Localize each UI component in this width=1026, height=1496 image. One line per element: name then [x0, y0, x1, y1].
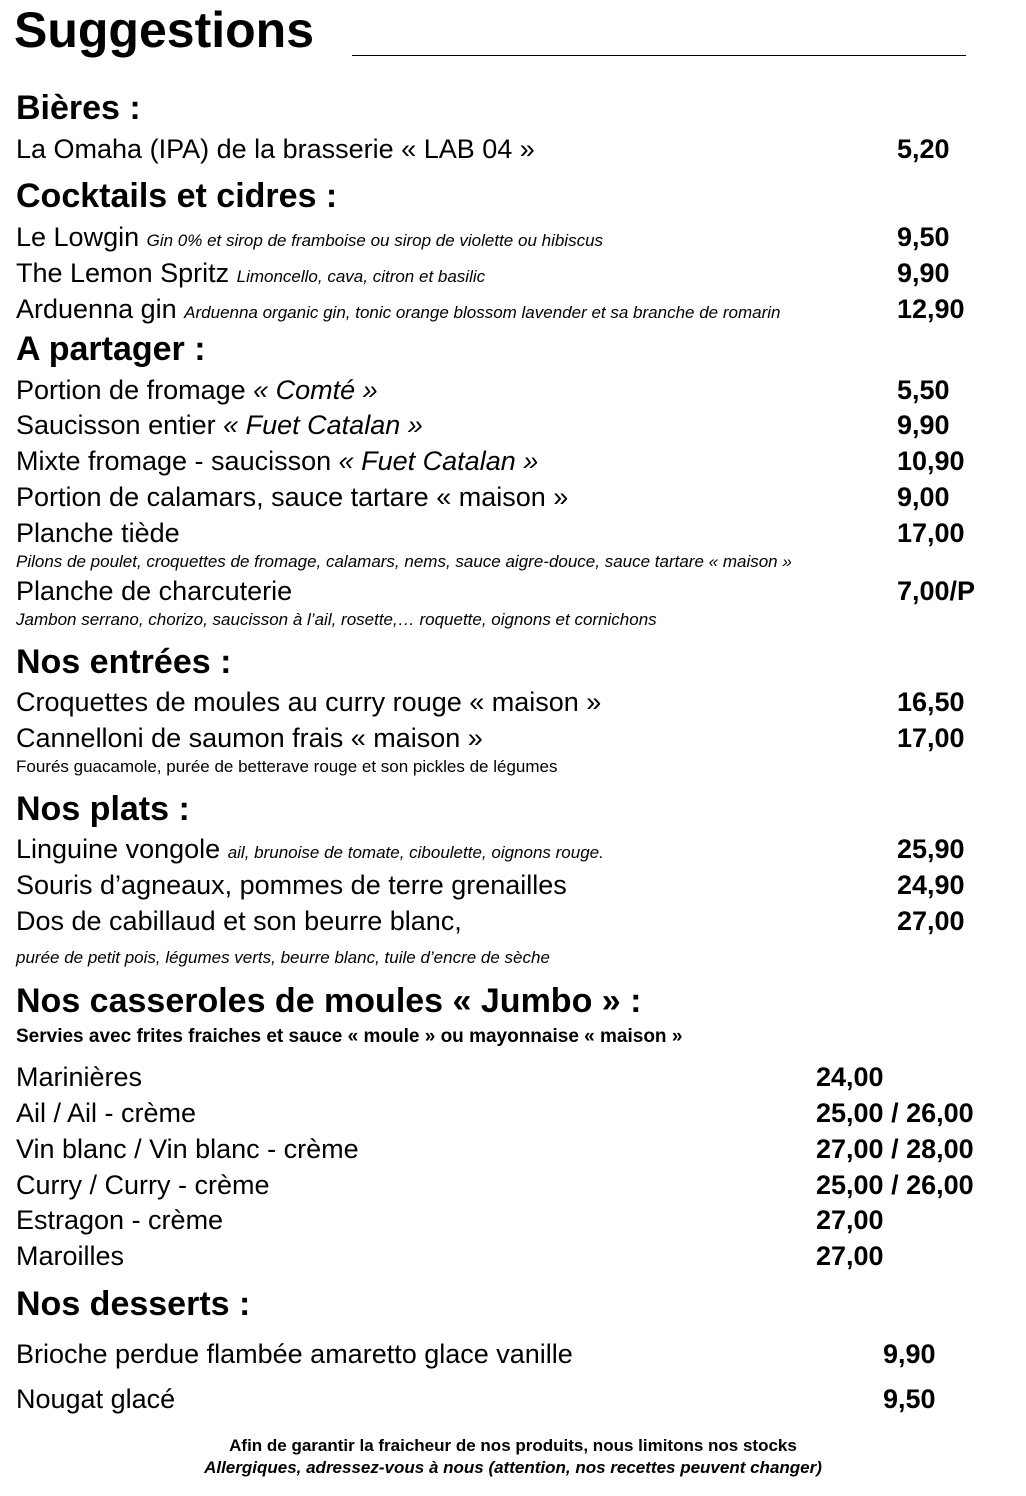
menu-item-description: ail, brunoise de tomate, ciboulette, oignons rouge. — [227, 843, 604, 862]
menu-item-variety: « Fuet Catalan » — [338, 446, 539, 476]
menu-item-variety: « Comté » — [253, 375, 378, 405]
menu-item — [16, 444, 538, 478]
section-heading-entrees: Nos entrées : — [16, 643, 232, 681]
menu-item-price: 12,90 — [897, 294, 965, 324]
menu-item-name: Le Lowgin — [16, 222, 140, 252]
menu-item-name: Curry / Curry - crème — [16, 1170, 270, 1200]
menu-item-description: Arduenna organic gin, tonic orange blossom lavender et sa branche de romarin — [184, 303, 781, 322]
menu-item-name: La Omaha (IPA) de la brasserie « LAB 04 » — [16, 134, 535, 164]
menu-item-price: 9,50 — [897, 222, 950, 252]
menu-item — [16, 220, 603, 258]
menu-item-name: Estragon - crème — [16, 1205, 224, 1235]
menu-item-price: 9,90 — [883, 1339, 936, 1369]
menu-item-variety: « Fuet Catalan » — [223, 410, 423, 440]
menu-item-name: Planche tiède — [16, 518, 180, 548]
menu-item-price: 9,50 — [883, 1384, 936, 1414]
menu-item-name: Marinières — [16, 1062, 143, 1092]
menu-item-price: 10,90 — [897, 446, 965, 476]
menu-item-note: Fourés guacamole, purée de betterave rouge et son pickles de légumes — [16, 757, 558, 776]
menu-item-price: 27,00 — [897, 906, 965, 936]
menu-item-name: Planche de charcuterie — [16, 576, 293, 606]
section-heading-plats: Nos plats : — [16, 790, 190, 828]
menu-item-name: Linguine vongole — [16, 834, 221, 864]
menu-item — [16, 292, 780, 330]
menu-item — [16, 832, 604, 870]
menu-item-price: 25,90 — [897, 834, 965, 864]
menu-item-price: 9,90 — [897, 258, 950, 288]
menu-item-name: Maroilles — [16, 1241, 125, 1271]
menu-item-price: 9,00 — [897, 482, 950, 512]
menu-item-price: 27,00 — [816, 1241, 884, 1271]
menu-item-price: 25,00 / 26,00 — [816, 1170, 974, 1200]
menu-item-price: 24,00 — [816, 1062, 884, 1092]
menu-item-name: Dos de cabillaud et son beurre blanc, — [16, 906, 462, 936]
menu-item-price: 27,00 — [816, 1205, 884, 1235]
section-heading-bieres: Bières : — [16, 89, 141, 127]
menu-item-note: Jambon serrano, chorizo, saucisson à l’ail, rosette,… roquette, oignons et cornichons — [16, 610, 657, 629]
menu-item-name: Nougat glacé — [16, 1384, 176, 1414]
menu-item-price: 5,50 — [897, 375, 950, 405]
page-title: Suggestions — [14, 2, 315, 58]
menu-item-name: Saucisson entier — [16, 410, 224, 440]
section-heading-desserts: Nos desserts : — [16, 1285, 251, 1323]
menu-item-name: Croquettes de moules au curry rouge « maison » — [16, 687, 602, 717]
section-subtitle: Servies avec frites fraiches et sauce « moule » ou mayonnaise « maison » — [16, 1026, 683, 1047]
menu-item-name: Mixte fromage - saucisson — [16, 446, 339, 476]
section-heading-cocktails: Cocktails et cidres : — [16, 177, 338, 215]
menu-item-name: Ail / Ail - crème — [16, 1098, 197, 1128]
footer-stock-note: Afin de garantir la fraicheur de nos produits, nous limitons nos stocks — [229, 1436, 797, 1455]
menu-item-price: 5,20 — [897, 134, 950, 164]
menu-item-note: purée de petit pois, légumes verts, beurre blanc, tuile d’encre de sèche — [16, 948, 550, 967]
menu-item-price: 17,00 — [897, 518, 965, 548]
section-heading-partager: A partager : — [16, 330, 206, 368]
menu-item-name: Souris d’agneaux, pommes de terre grenailles — [16, 870, 567, 900]
menu-item-name: Portion de calamars, sauce tartare « maison » — [16, 482, 569, 512]
footer-allergy-note: Allergiques, adressez-vous à nous (attention, nos recettes peuvent changer) — [204, 1458, 822, 1477]
menu-item-name: Portion de fromage — [16, 375, 254, 405]
menu-item-price: 9,90 — [897, 410, 950, 440]
menu-item — [16, 256, 485, 294]
menu-item-name: The Lemon Spritz — [16, 258, 230, 288]
section-heading-moules: Nos casseroles de moules « Jumbo » : — [16, 982, 642, 1020]
menu-item-name: Vin blanc / Vin blanc - crème — [16, 1134, 359, 1164]
menu-item-price: 16,50 — [897, 687, 965, 717]
menu-item-name: Brioche perdue flambée amaretto glace vanille — [16, 1339, 573, 1369]
menu-item-price: 25,00 / 26,00 — [816, 1098, 974, 1128]
menu-item-description: Gin 0% et sirop de framboise ou sirop de violette ou hibiscus — [146, 231, 604, 250]
menu-item-name: Cannelloni de saumon frais « maison » — [16, 723, 483, 753]
menu-item-price: 27,00 / 28,00 — [816, 1134, 974, 1164]
menu-item-price: 17,00 — [897, 723, 965, 753]
menu-item-description: Limoncello, cava, citron et basilic — [236, 267, 486, 286]
menu-item-name: Arduenna gin — [16, 294, 177, 324]
menu-item — [16, 373, 378, 407]
menu-item-price: 24,90 — [897, 870, 965, 900]
menu-item — [16, 408, 423, 442]
menu-item-note: Pilons de poulet, croquettes de fromage, calamars, nems, sauce aigre-douce, sauce tartare « maison » — [16, 552, 792, 571]
menu-item-price: 7,00/P — [897, 576, 976, 606]
title-underline — [352, 55, 966, 56]
